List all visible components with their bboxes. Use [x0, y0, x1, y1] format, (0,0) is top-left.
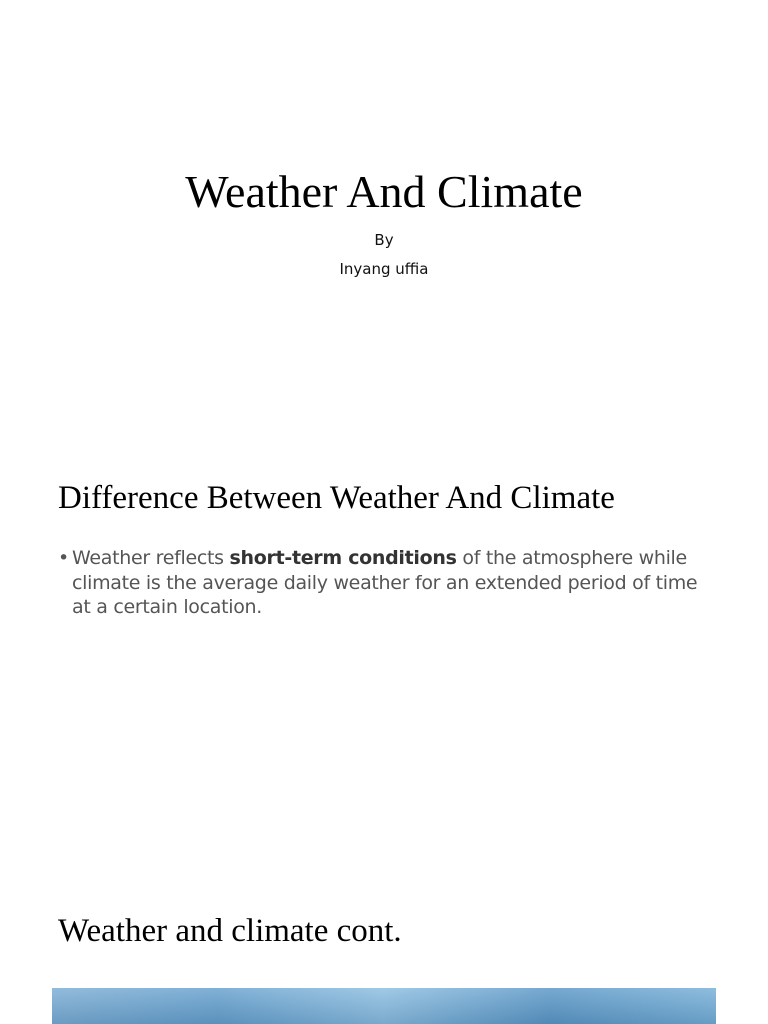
slide-difference	[0, 432, 768, 864]
bullet-text	[72, 546, 708, 620]
bullet-dot-icon: •	[58, 547, 70, 569]
bullet-text-before: Weather reflects	[72, 547, 230, 569]
sky-image	[52, 988, 716, 1024]
subtitle-author: Inyang uffia	[339, 260, 429, 278]
slide-heading: Weather and climate cont.	[58, 913, 402, 949]
presentation-title: Weather And Climate	[185, 166, 583, 217]
slide-title	[0, 0, 768, 432]
slide-continued	[0, 864, 768, 1024]
bullet-item	[58, 546, 708, 620]
subtitle-by: By	[374, 231, 394, 249]
bullet-text-after: of the atmosphere while climate is the average daily weather for an extended period of time at a certain location.	[72, 547, 698, 618]
slide-heading: Difference Between Weather And Climate	[58, 480, 615, 516]
bullet-text-bold: short-term conditions	[229, 547, 457, 569]
